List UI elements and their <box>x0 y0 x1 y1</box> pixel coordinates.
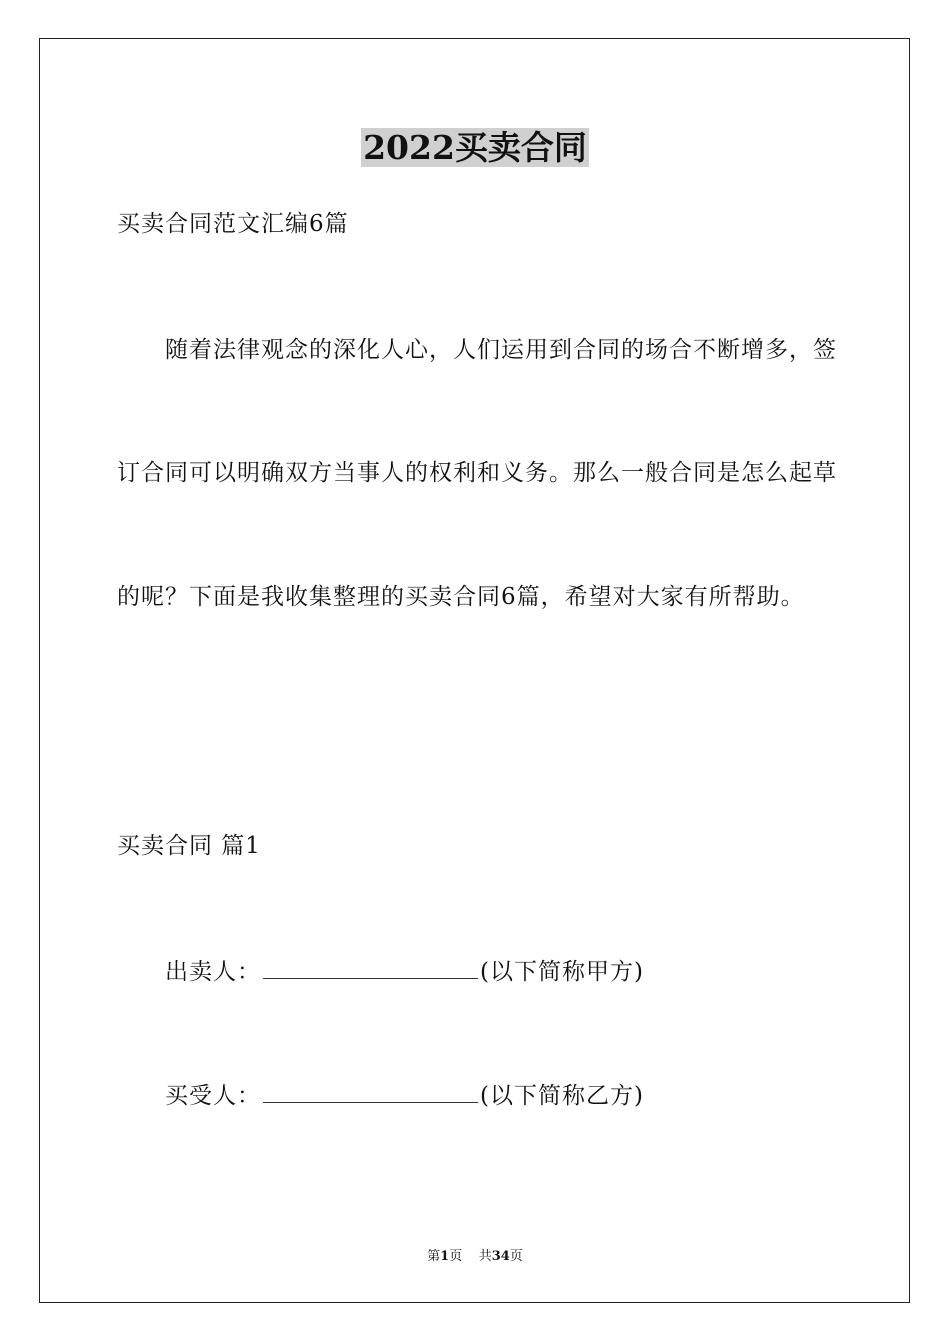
page-footer <box>0 1248 950 1266</box>
seller-blank <box>263 956 478 979</box>
seller-suffix: (以下简称甲方) <box>480 959 644 985</box>
footer-total-pages: 34 <box>491 1249 510 1264</box>
intro-line-2: 订合同可以明确双方当事人的权利和义务。那么一般合同是怎么起草 <box>117 460 837 486</box>
section-heading: 买卖合同 篇1 <box>117 833 261 859</box>
footer-middle: 页 共 <box>449 1249 492 1264</box>
subtitle: 买卖合同范文汇编6篇 <box>117 211 349 237</box>
seller-line <box>165 956 644 987</box>
footer-suffix: 页 <box>509 1249 523 1264</box>
footer-prefix: 第 <box>427 1249 441 1264</box>
buyer-blank <box>263 1080 478 1103</box>
intro-line-3: 的呢？下面是我收集整理的买卖合同6篇，希望对大家有所帮助。 <box>117 584 805 610</box>
buyer-label: 买受人： <box>165 1083 261 1109</box>
footer-page-number: 1 <box>440 1249 450 1264</box>
buyer-suffix: (以下简称乙方) <box>480 1083 644 1109</box>
title-text: 2022买卖合同 <box>363 128 587 167</box>
buyer-line <box>165 1080 644 1111</box>
seller-label: 出卖人： <box>165 959 261 985</box>
document-title <box>0 128 950 168</box>
intro-line-1: 随着法律观念的深化人心，人们运用到合同的场合不断增多，签 <box>165 337 837 363</box>
